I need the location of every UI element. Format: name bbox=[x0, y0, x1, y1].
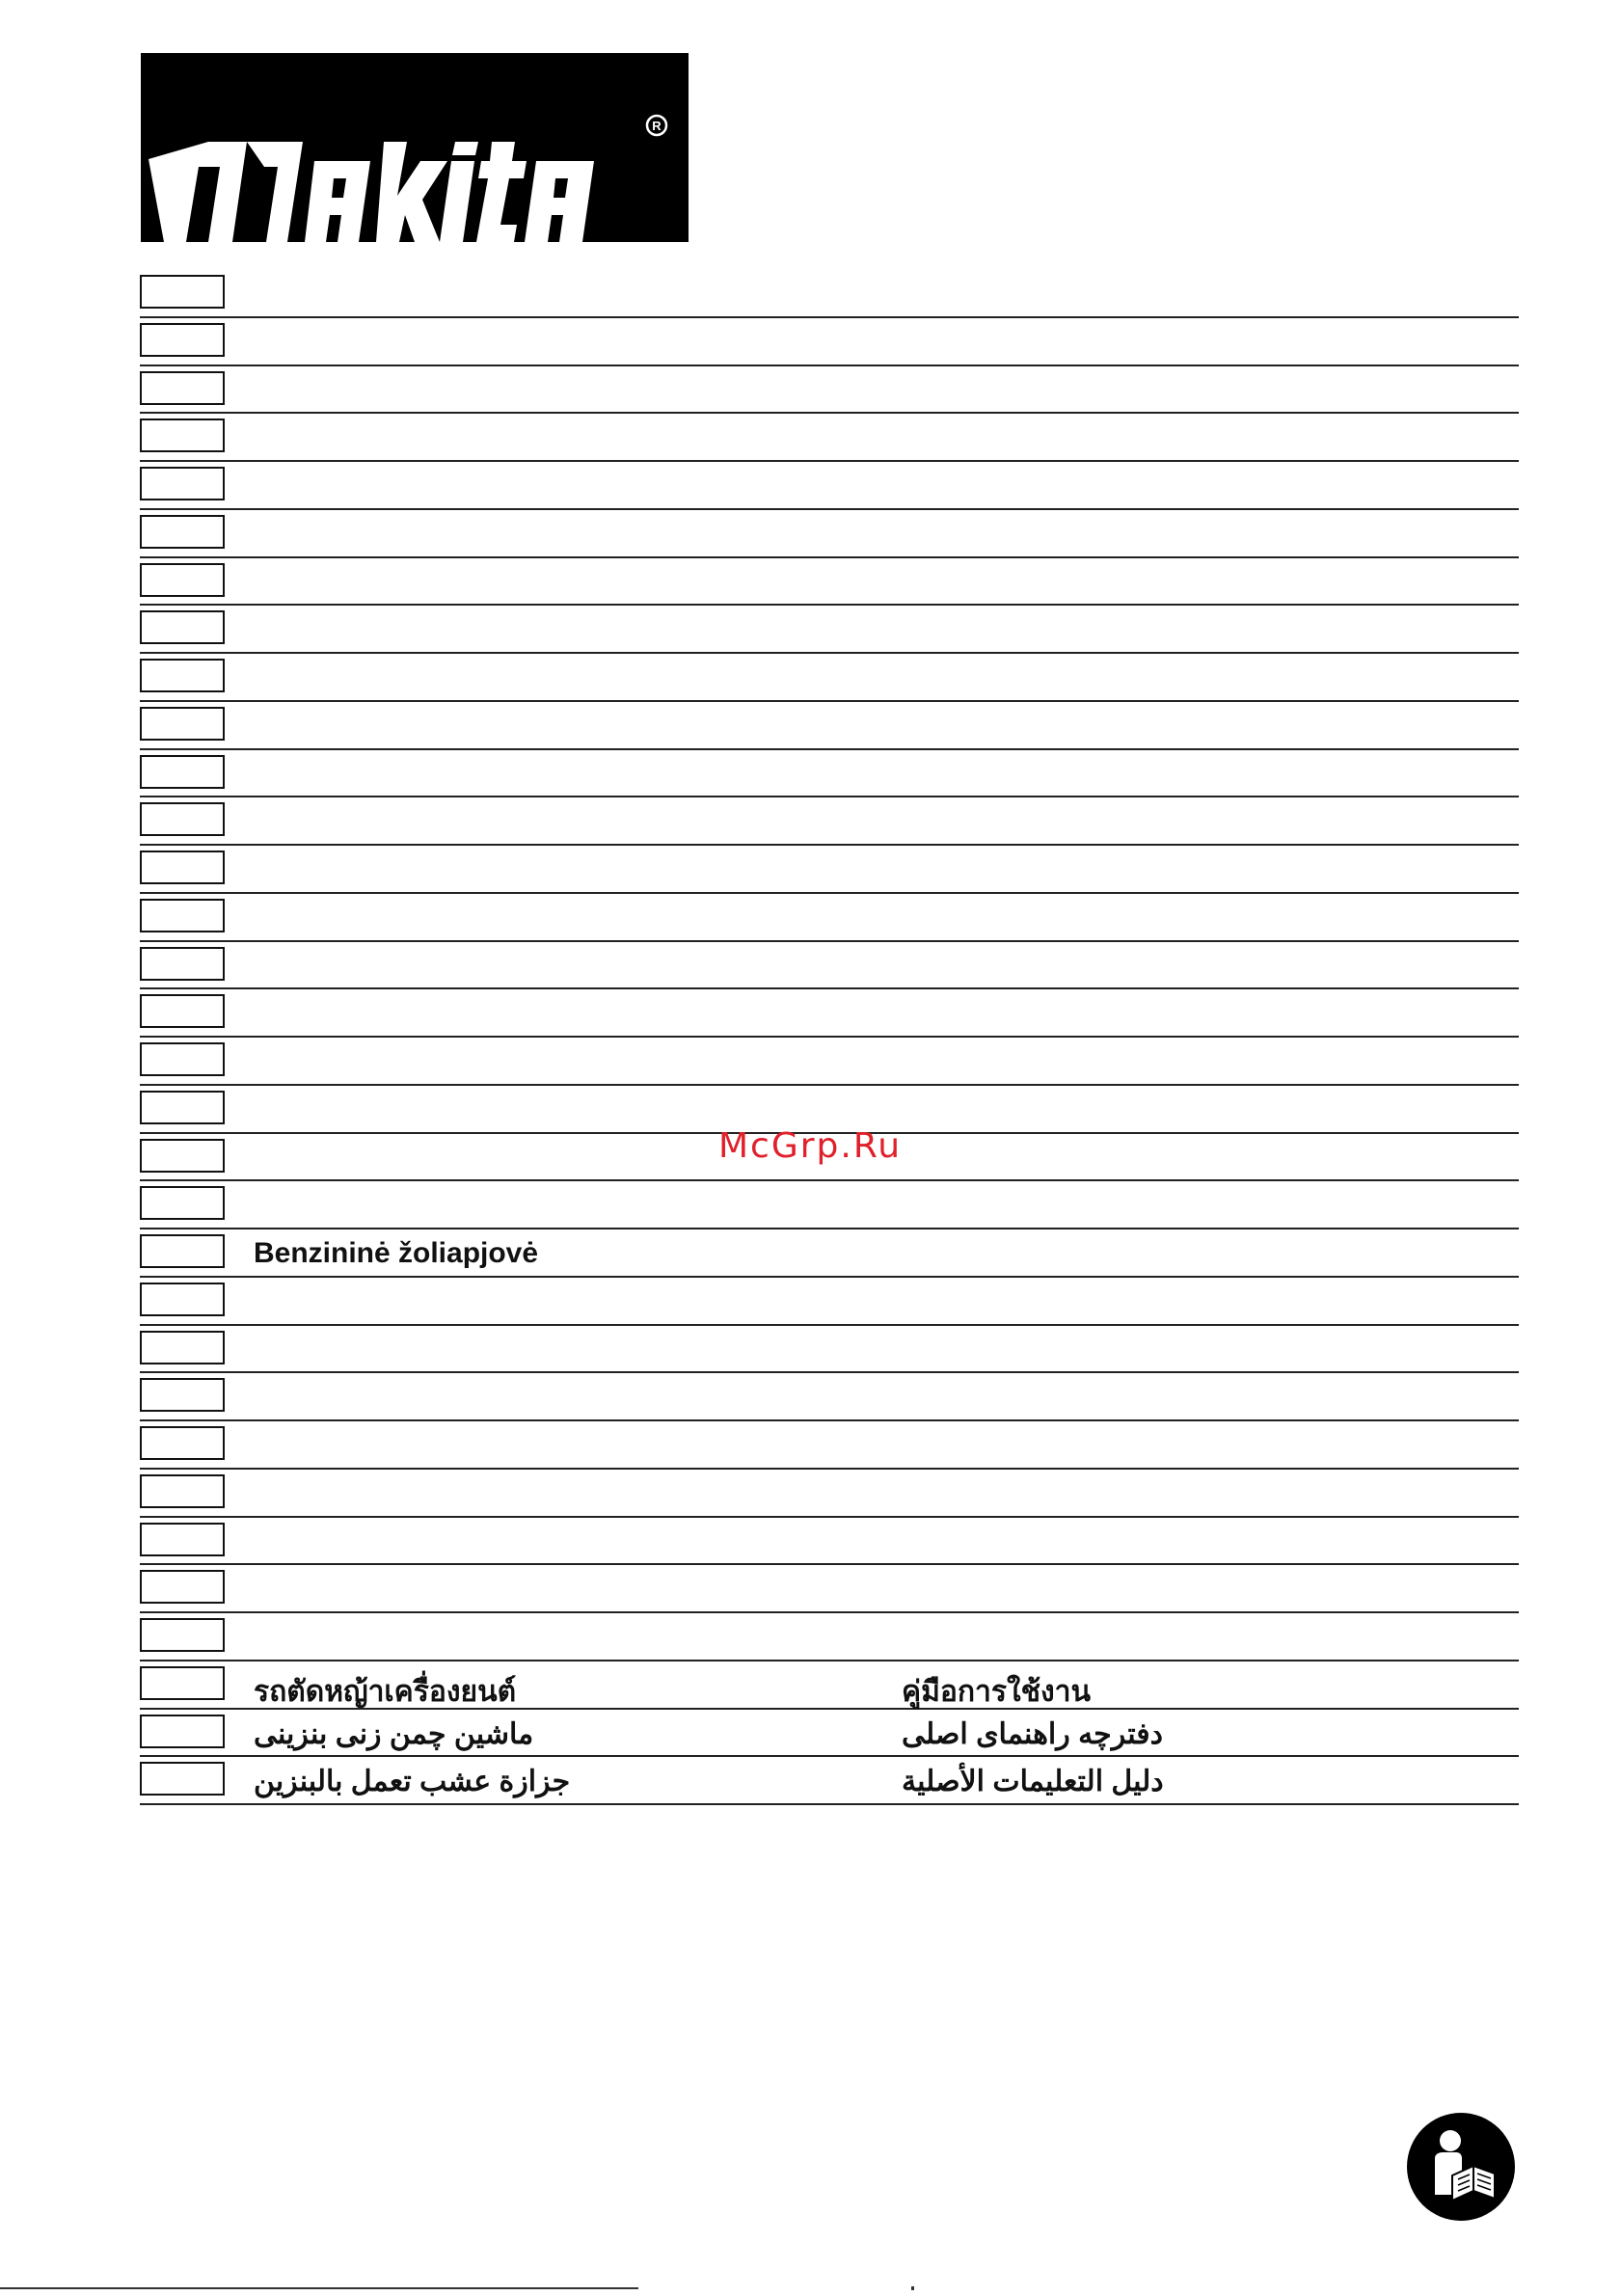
language-code-box bbox=[140, 755, 225, 789]
language-code-box bbox=[140, 802, 225, 836]
language-code-box bbox=[140, 371, 225, 405]
language-row bbox=[140, 270, 1519, 318]
language-row bbox=[140, 366, 1519, 415]
language-row bbox=[140, 989, 1519, 1038]
language-code-box bbox=[140, 1666, 225, 1700]
language-code-box bbox=[140, 1474, 225, 1508]
language-code-box bbox=[140, 1570, 225, 1604]
language-row bbox=[140, 558, 1519, 607]
product-title: جزازة عشب تعمل بالبنزين bbox=[254, 1766, 571, 1798]
language-row bbox=[140, 414, 1519, 462]
language-row bbox=[140, 462, 1519, 510]
language-code-box bbox=[140, 419, 225, 452]
product-title: รถตัดหญ้าเครื่องยนต์ bbox=[254, 1675, 517, 1708]
language-code-box bbox=[140, 1283, 225, 1316]
language-code-box bbox=[140, 1523, 225, 1556]
language-code-box bbox=[140, 275, 225, 309]
language-row bbox=[140, 1565, 1519, 1613]
language-row bbox=[140, 510, 1519, 558]
language-code-box bbox=[140, 1186, 225, 1220]
language-row bbox=[140, 654, 1519, 702]
language-code-box bbox=[140, 1331, 225, 1364]
language-code-box bbox=[140, 707, 225, 741]
language-code-box bbox=[140, 1234, 225, 1268]
manual-title: دليل التعليمات الأصلية bbox=[902, 1766, 1164, 1798]
makita-logo bbox=[141, 53, 689, 242]
language-row bbox=[140, 894, 1519, 942]
language-row bbox=[140, 942, 1519, 990]
language-row bbox=[140, 1038, 1519, 1086]
language-code-box bbox=[140, 1139, 225, 1173]
language-code-box bbox=[140, 851, 225, 884]
language-code-box bbox=[140, 1042, 225, 1076]
manual-title: دفترچه راهنمای اصلی bbox=[902, 1717, 1164, 1750]
language-code-box bbox=[140, 467, 225, 500]
language-row bbox=[140, 318, 1519, 366]
read-manual-icon bbox=[1406, 2112, 1516, 2222]
language-row bbox=[140, 846, 1519, 894]
language-row bbox=[140, 702, 1519, 750]
language-code-box bbox=[140, 563, 225, 597]
language-row bbox=[140, 1278, 1519, 1326]
language-code-box bbox=[140, 1715, 225, 1748]
language-code-box bbox=[140, 947, 225, 981]
footer-mark bbox=[911, 2286, 914, 2290]
language-row bbox=[140, 1421, 1519, 1470]
product-title: Benzininė žoliapjovė bbox=[254, 1237, 539, 1269]
language-code-box bbox=[140, 899, 225, 932]
language-code-box bbox=[140, 1762, 225, 1796]
language-code-box bbox=[140, 515, 225, 549]
language-code-box bbox=[140, 1618, 225, 1652]
makita-wordmark bbox=[141, 53, 689, 242]
language-code-box bbox=[140, 659, 225, 692]
language-row bbox=[140, 1326, 1519, 1374]
language-code-box bbox=[140, 1378, 225, 1412]
language-row bbox=[140, 1661, 1519, 1710]
language-code-box bbox=[140, 1426, 225, 1460]
language-row bbox=[140, 1373, 1519, 1421]
language-row bbox=[140, 797, 1519, 846]
product-title: ماشین چمن زنی بنزینی bbox=[254, 1717, 534, 1750]
language-row bbox=[140, 1710, 1519, 1758]
language-code-box bbox=[140, 1091, 225, 1124]
language-row bbox=[140, 1757, 1519, 1805]
language-row bbox=[140, 1181, 1519, 1229]
language-row bbox=[140, 606, 1519, 654]
language-code-box bbox=[140, 323, 225, 357]
language-row bbox=[140, 1518, 1519, 1566]
language-row bbox=[140, 1470, 1519, 1518]
manual-title: คู่มือการใช้งาน bbox=[902, 1675, 1091, 1708]
footer-rule bbox=[0, 2287, 638, 2289]
language-code-box bbox=[140, 994, 225, 1028]
language-row bbox=[140, 750, 1519, 798]
language-row bbox=[140, 1229, 1519, 1278]
registered-mark: R bbox=[652, 119, 662, 133]
language-row bbox=[140, 1613, 1519, 1661]
language-code-box bbox=[140, 610, 225, 644]
watermark: McGrp.Ru bbox=[718, 1126, 903, 1166]
language-table bbox=[140, 270, 1519, 1805]
